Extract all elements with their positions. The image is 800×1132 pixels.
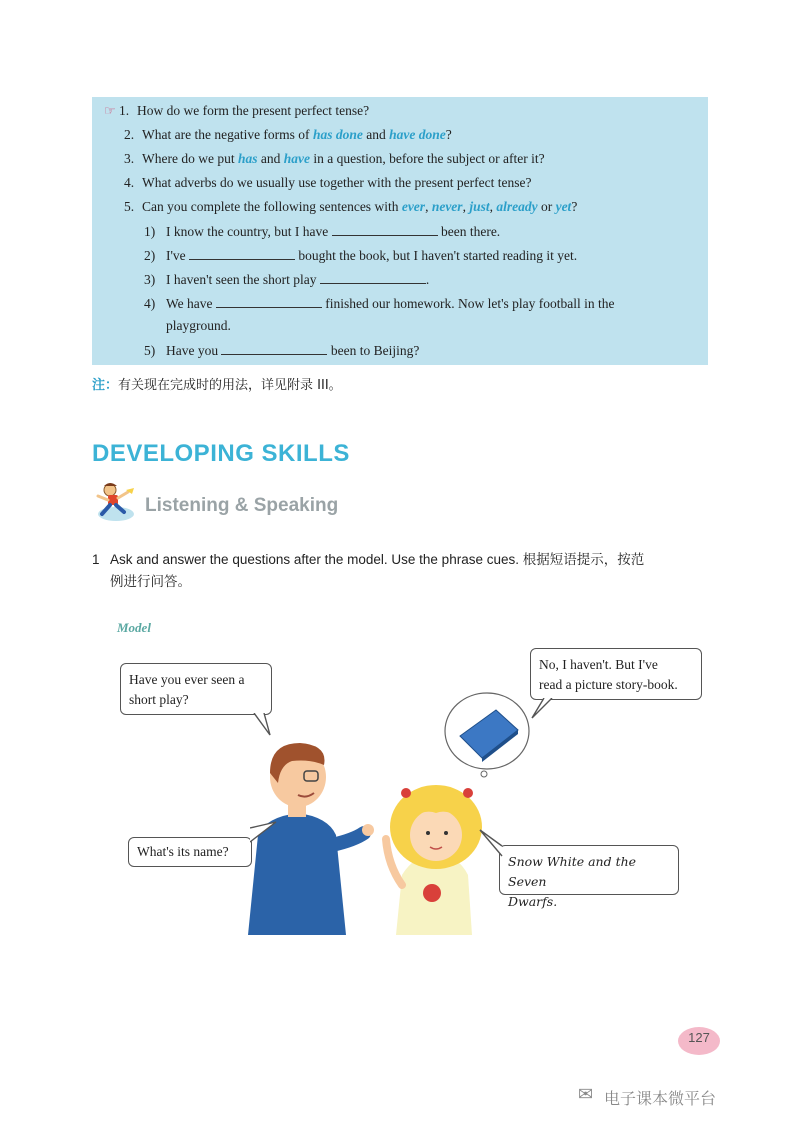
section-title: DEVELOPING SKILLS (92, 440, 350, 467)
bubble-text: read a picture story-book. (539, 677, 678, 692)
task-number: 1 (92, 552, 100, 567)
speech-bubble-boy-name-question (128, 837, 252, 867)
sentence-number: 2) (144, 248, 156, 263)
girl-face (410, 809, 462, 861)
task-text: 例进行问答。 (110, 574, 191, 589)
question-text: in a question, before the subject or after it? (313, 151, 545, 166)
question-text: Where do we put (142, 151, 235, 166)
sentence-text: Have you (166, 343, 219, 358)
model-label: Model (117, 620, 151, 635)
task-instruction (92, 549, 732, 593)
pointing-hand-icon: ☞ (104, 103, 116, 118)
speech-bubble-boy-question (120, 663, 272, 715)
sentence-5 (144, 342, 419, 358)
highlight-word: has done (312, 127, 363, 142)
question-number: 3. (124, 151, 135, 166)
note-text: 有关现在完成时的用法，详见附录 III。 (118, 378, 342, 393)
question-2 (124, 128, 452, 142)
question-text: ? (571, 199, 578, 214)
highlight-word: already (496, 199, 538, 214)
running-boy-icon (90, 478, 140, 524)
sentence-text: I haven't seen the short play (166, 272, 317, 287)
question-text: Can you complete the following sentences with (142, 199, 399, 214)
answer-blank[interactable] (216, 295, 322, 308)
note-label: 注： (92, 378, 119, 393)
sentence-number: 3) (144, 272, 156, 287)
sentence-1 (144, 223, 500, 239)
bubble-text: What's its name? (137, 844, 229, 859)
question-5: 5. Can you complete the following sentences with ever, never, just, already or yet? (124, 199, 578, 214)
question-text: What adverbs do we usually use together with the present perfect tense? (142, 175, 532, 190)
question-1 (104, 104, 369, 118)
task-text: Ask and answer the questions after the model. Use the phrase cues. 根据短语提示，按范 (110, 552, 645, 567)
thought-bubble-book (440, 688, 540, 778)
question-number: 1. (119, 103, 130, 118)
question-text: or (540, 199, 553, 214)
sentence-text: finished our homework. Now let's play football in the (325, 296, 615, 311)
question-4 (124, 176, 531, 190)
question-text: ? (445, 127, 452, 142)
highlight-word: yet (555, 199, 572, 214)
wechat-icon: ✉ (578, 1084, 594, 1104)
sentence-text: I know the country, but I have (166, 224, 329, 239)
answer-blank[interactable] (221, 342, 327, 355)
question-number: 2. (124, 127, 135, 142)
highlight-word: have (283, 151, 310, 166)
sentence-text: . (425, 272, 430, 287)
question-text: How do we form the present perfect tense? (137, 103, 370, 118)
answer-blank[interactable] (189, 247, 295, 260)
highlight-word: just (469, 199, 490, 214)
question-text: and (260, 151, 281, 166)
question-text: What are the negative forms of (142, 127, 310, 142)
bubble-text: Snow White and the Seven (508, 854, 637, 889)
sentence-text: playground. (166, 318, 231, 333)
sentence-text: bought the book, but I haven't started reading it yet. (298, 248, 578, 263)
speech-bubble-girl-book-title (499, 845, 679, 909)
sentence-number: 1) (144, 224, 156, 239)
speech-bubble-girl-answer (530, 648, 702, 700)
highlight-word: ever (401, 199, 426, 214)
question-3 (124, 152, 545, 166)
watermark-text: 电子课本微平台 (604, 1089, 717, 1108)
question-number: 5. (124, 199, 135, 214)
question-number: 4. (124, 175, 135, 190)
bubble-tail (530, 698, 556, 720)
highlight-word: have done (389, 127, 446, 142)
bubble-text: No, I haven't. But I've (539, 657, 658, 672)
question-text: and (366, 127, 386, 142)
sentence-text: I've (166, 248, 186, 263)
sentence-number: 4) (144, 296, 156, 311)
sentence-text: been to Beijing? (330, 343, 420, 358)
sentence-text: been there. (440, 224, 501, 239)
page-number: 127 (688, 1030, 710, 1045)
appendix-note (92, 374, 342, 393)
sentence-3 (144, 271, 429, 287)
highlight-word: never (431, 199, 463, 214)
bubble-tail (252, 713, 274, 739)
sentence-text: We have (166, 296, 213, 311)
sentence-2 (144, 247, 577, 263)
answer-blank[interactable] (320, 271, 426, 284)
sentence-4-continued (166, 319, 231, 333)
subsection-title: Listening & Speaking (145, 495, 339, 516)
sentence-4 (144, 295, 615, 311)
highlight-word: has (237, 151, 258, 166)
bubble-tail (250, 820, 280, 846)
bubble-text: Have you ever seen a (129, 672, 245, 687)
answer-blank[interactable] (332, 223, 438, 236)
bubble-text: short play? (129, 692, 189, 707)
bubble-tail (478, 828, 504, 858)
bubble-text: Dwarfs. (508, 894, 558, 909)
sentence-number: 5) (144, 343, 156, 358)
